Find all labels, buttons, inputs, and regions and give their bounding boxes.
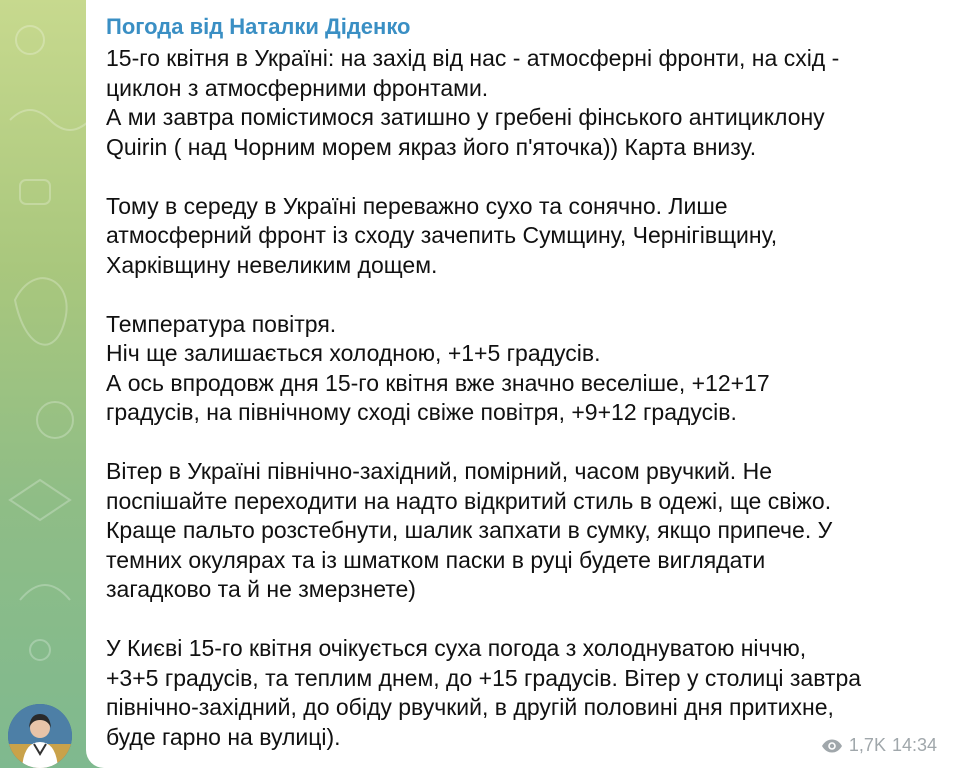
avatar[interactable] bbox=[8, 704, 72, 768]
message-paragraph-2 bbox=[106, 192, 941, 281]
text-line: Quirin ( над Чорним морем якраз його п'яточка)) Карта внизу. bbox=[106, 133, 757, 160]
eye-icon bbox=[821, 739, 843, 753]
message-paragraph-5 bbox=[106, 634, 941, 752]
message-time: 14:34 bbox=[891, 735, 937, 755]
text-line: північно-західний, до обіду рвучкий, в другій половині дня притихне, bbox=[106, 694, 834, 720]
text-line: Ніч ще залишається холодною, +1+5 градусів. bbox=[106, 340, 601, 366]
text-line: Температура повітря. bbox=[106, 310, 337, 337]
sender-name[interactable]: Погода від Наталки Діденко bbox=[106, 14, 411, 39]
text-line: Краще пальто розстебнути, шалик запхати в сумку, якщо припече. У bbox=[106, 517, 833, 543]
message-text bbox=[106, 44, 941, 752]
text-line: циклон з атмосферними фронтами. bbox=[106, 74, 489, 101]
text-line: 15-го квітня в Україні: на захід від нас - атмосферні фронти, на схід - bbox=[106, 45, 840, 71]
text-line: А ми завтра помістимося затишно у гребені фінського антициклону bbox=[106, 104, 825, 130]
text-line: А ось впродовж дня 15-го квітня вже значно веселіше, +12+17 bbox=[106, 369, 770, 396]
text-line: поспішайте переходити на надто відкритий стиль в одежі, ще свіжо. bbox=[106, 487, 832, 514]
text-line: темних окулярах та із шматком паски в руці будете виглядати bbox=[106, 546, 766, 573]
text-line: Харківщину невеликим дощем. bbox=[106, 251, 438, 278]
text-line: атмосферний фронт із сходу зачепить Сумщину, Чернігівщину, bbox=[106, 222, 778, 248]
message-paragraph-3 bbox=[106, 310, 941, 428]
text-line: У Києві 15-го квітня очікується суха погода з холоднуватою ніччю, bbox=[106, 635, 807, 661]
text-line: градусів, на північному сході свіже повітря, +9+12 градусів. bbox=[106, 399, 737, 425]
text-line: +3+5 градусів, та теплим днем, до +15 градусів. Вітер у столиці завтра bbox=[106, 664, 862, 691]
text-line: Тому в середу в Україні переважно сухо та сонячно. Лише bbox=[106, 192, 728, 219]
text-line: Вітер в Україні північно-західний, помірний, часом рвучкий. Не bbox=[106, 458, 772, 484]
message-paragraph-1 bbox=[106, 44, 941, 162]
message-bubble bbox=[86, 0, 957, 768]
text-line: загадково та й не змерзнете) bbox=[106, 576, 416, 602]
message-paragraph-4 bbox=[106, 457, 941, 605]
text-line: буде гарно на вулиці). bbox=[106, 723, 341, 750]
message-meta bbox=[821, 735, 937, 756]
view-count: 1,7K bbox=[848, 735, 886, 755]
avatar-picture bbox=[8, 704, 72, 768]
